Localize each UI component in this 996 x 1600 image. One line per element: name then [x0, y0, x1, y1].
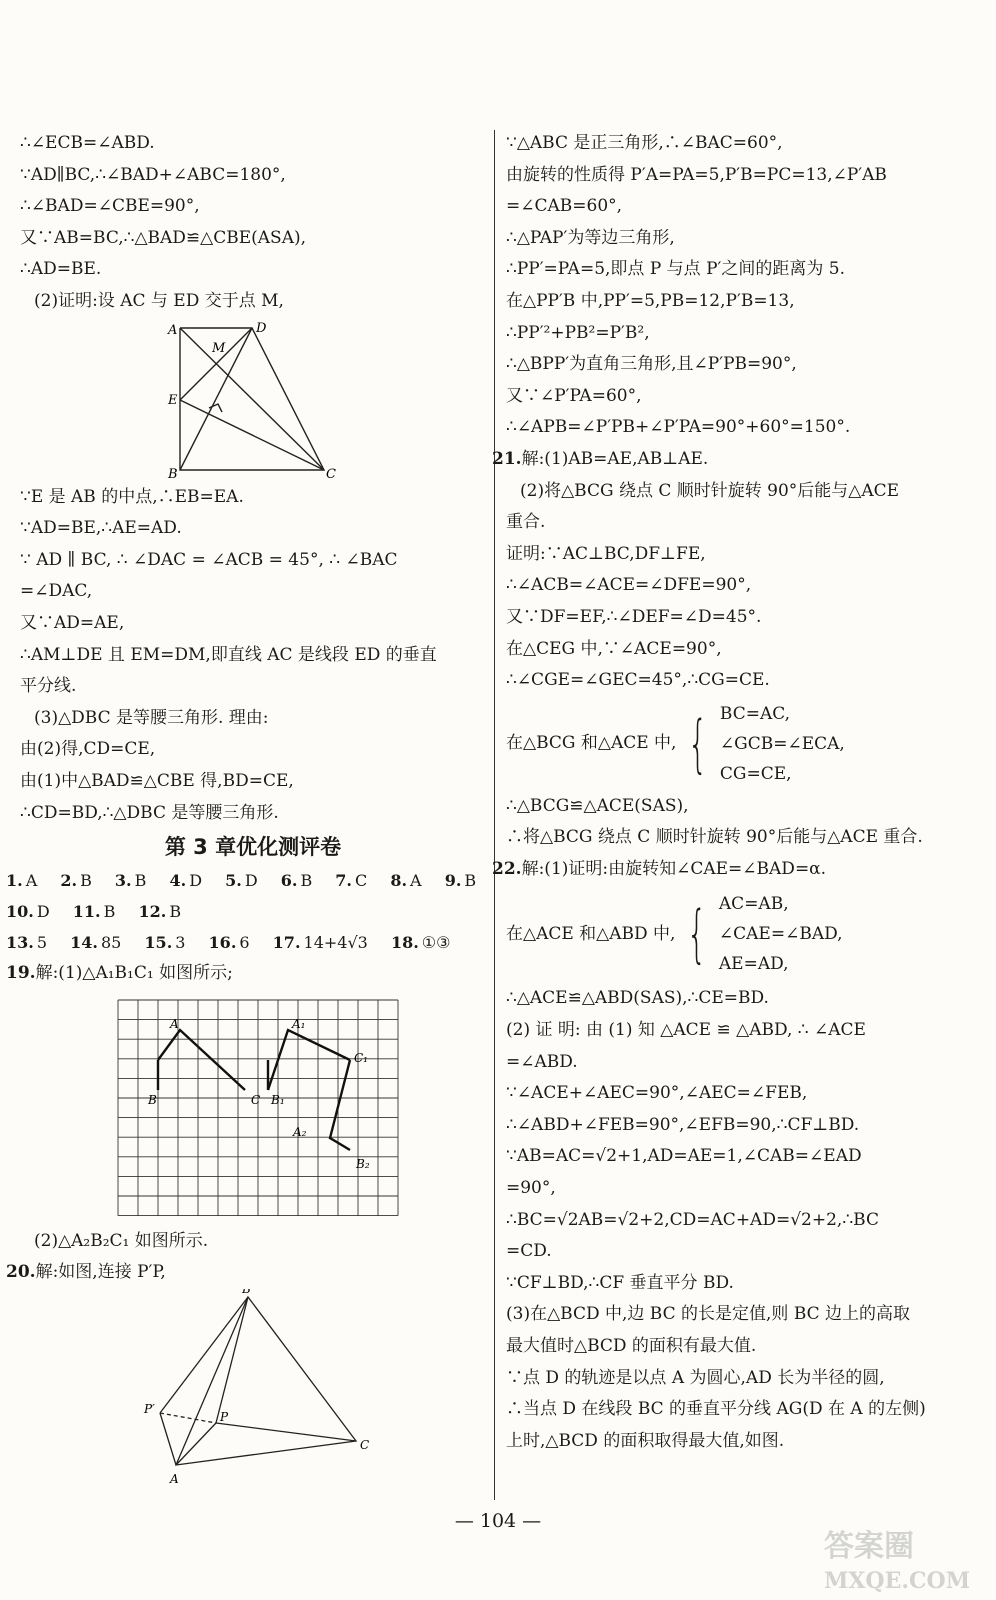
q19-line — [6, 958, 486, 990]
q22-text: 解:(1)证明:由旋转知∠CAE=∠BAD=α. — [521, 858, 827, 879]
text-line: 又∵AD=AE, — [20, 612, 125, 633]
text-line: 又∵AB=BC,∴△BAD≌△CBE(ASA), — [20, 227, 307, 248]
text-line: 由(2)得,CD=CE, — [20, 739, 156, 760]
grid-label-c: C — [251, 1092, 261, 1107]
text-line: ∴∠APB=∠P′PB+∠P′PA=90°+60°=150°. — [506, 417, 851, 438]
q20-line — [6, 1257, 486, 1289]
label-b: B — [168, 466, 178, 478]
text-line: =∠CAB=60°, — [506, 196, 623, 217]
answer-row-2: 10. D 11. B 12. B — [6, 902, 182, 922]
text-line: ∴PP′=PA=5,即点 P 与点 P′之间的距离为 5. — [506, 259, 845, 280]
text-line: 证明:∵AC⊥BC,DF⊥FE, — [506, 543, 706, 564]
q22-number: 22. — [492, 858, 522, 879]
text-line: ∴PP′²+PB²=P′B², — [506, 322, 650, 343]
brace-lead: 在△BCG 和△ACE 中, — [506, 732, 677, 753]
text-line: ∴△ACE≌△ABD(SAS),∴CE=BD. — [506, 988, 769, 1009]
text-line: (3)在△BCD 中,边 BC 的长是定值,则 BC 边上的高取 — [506, 1304, 911, 1325]
text-line: ∴△BPP′为直角三角形,且∠P′PB=90°, — [506, 354, 797, 375]
text-line: ∴CD=BD,∴△DBC 是等腰三角形. — [20, 802, 279, 823]
fig3-label-pp: P′ — [144, 1401, 155, 1416]
text-line: ∴∠ACB=∠ACE=∠DFE=90°, — [506, 575, 752, 596]
grid-label-a: A — [170, 1016, 179, 1031]
brace-line: BC=AC, — [719, 703, 791, 724]
text-line: =∠DAC, — [20, 581, 93, 602]
text-line: 在△PP′B 中,PP′=5,PB=12,P′B=13, — [506, 290, 795, 311]
text-line: ∴△PAP′为等边三角形, — [506, 227, 675, 248]
q19-text: 解:(1)△A₁B₁C₁ 如图所示; — [35, 963, 233, 984]
q21-text: 解:(1)AB=AE,AB⊥AE. — [521, 448, 709, 469]
triangle-a2b2c1 — [330, 1060, 350, 1150]
fig3-label-p: P — [220, 1409, 229, 1424]
label-d: D — [256, 320, 267, 336]
label-e: E — [168, 392, 178, 408]
label-m: M — [212, 340, 226, 356]
text-line: ∵AD=BE,∴AE=AD. — [20, 518, 182, 539]
text-line: 上时,△BCD 的面积取得最大值,如图. — [506, 1430, 785, 1451]
text-line: ∴∠CGE=∠GEC=45°,∴CG=CE. — [506, 670, 770, 691]
text-line: ∵CF⊥BD,∴CF 垂直平分 BD. — [506, 1272, 734, 1293]
left-column — [6, 128, 486, 1493]
text-line: 平分线. — [20, 676, 77, 697]
right-column — [492, 128, 986, 1457]
line-ac — [180, 328, 324, 470]
text-line: ∴将△BCG 绕点 C 顺时针旋转 90°后能与△ACE 重合. — [506, 827, 923, 848]
text-line: 又∵∠P′PA=60°, — [506, 385, 642, 406]
q19-number: 19. — [6, 963, 36, 984]
q21-number: 21. — [492, 448, 522, 469]
grid-label-b2: B₂ — [356, 1156, 370, 1171]
text-line: ∵AD∥BC,∴∠BAD+∠ABC=180°, — [20, 164, 286, 185]
q22-line — [492, 854, 986, 886]
text-line: 由(1)中△BAD≌△CBE 得,BD=CE, — [20, 770, 294, 791]
q19-part2: (2)△A₂B₂C₁ 如图所示. — [34, 1230, 209, 1251]
text-line: 重合. — [506, 512, 546, 533]
brace-line: CG=CE, — [719, 763, 792, 784]
left-block2 — [20, 482, 486, 830]
right-block2 — [506, 476, 986, 697]
figure-rectangle-proof — [20, 318, 486, 478]
brace-line: ∠GCB=∠ECA, — [719, 733, 845, 754]
text-line: ∴BC=√2AB=√2+2,CD=AC+AD=√2+2,∴BC — [506, 1209, 879, 1230]
fig3-label-b: B — [242, 1288, 251, 1296]
text-line: (2) 证 明: 由 (1) 知 △ACE ≌ △ABD, ∴ ∠ACE — [506, 1020, 866, 1041]
text-line: (2)将△BCG 绕点 C 顺时针旋转 90°后能与△ACE — [520, 480, 900, 501]
left-brace: { — [687, 897, 708, 971]
q20-text: 解:如图,连接 P′P, — [35, 1262, 166, 1283]
page-number: — 104 — — [454, 1510, 542, 1532]
right-block3 — [506, 791, 986, 854]
text-line: (3)△DBC 是等腰三角形. 理由: — [34, 707, 269, 728]
right-block4 — [506, 983, 986, 1457]
brace-lines — [719, 889, 843, 979]
text-line: ∵E 是 AB 的中点,∴EB=EA. — [20, 486, 244, 507]
text-line: =90°, — [506, 1178, 556, 1199]
fig3-label-a: A — [170, 1471, 179, 1486]
brace-system-2 — [506, 885, 986, 983]
label-c: C — [326, 466, 336, 478]
grid-label-a2: A₂ — [293, 1124, 307, 1139]
right-block1 — [506, 128, 986, 444]
answer-row-3: 13. 5 14. 85 15. 3 16. 6 17. 14+4√3 18. ①③ — [6, 933, 451, 953]
brace-line: AC=AB, — [718, 894, 789, 915]
text-line: ∴∠BAD=∠CBE=90°, — [20, 196, 200, 217]
section-title: 第 3 章优化测评卷 — [164, 835, 342, 860]
triangle-abc — [176, 1297, 356, 1465]
text-line: ∵AB=AC=√2+1,AD=AE=1,∠CAB=∠EAD — [506, 1146, 862, 1167]
figure-grid — [20, 990, 486, 1222]
text-line: ∵∠ACE+∠AEC=90°,∠AEC=∠FEB, — [506, 1083, 808, 1104]
text-line: 又∵DF=EF,∴∠DEF=∠D=45°. — [506, 606, 762, 627]
watermark-top: 答案圈 — [824, 1529, 914, 1564]
text-line: =CD. — [506, 1241, 552, 1262]
text-line: ∴△BCG≌△ACE(SAS), — [506, 795, 689, 816]
text-line: ∴∠ABD+∠FEB=90°,∠EFB=90,∴CF⊥BD. — [506, 1114, 860, 1135]
line-ec — [180, 400, 324, 470]
text-line: ∴∠ECB=∠ABD. — [20, 133, 155, 153]
label-a: A — [168, 322, 178, 338]
answer-row-1: 1. A 2. B 3. B 4. D 5. D 6. B 7. C 8. A 9. B — [6, 871, 477, 891]
brace-lead: 在△ACE 和△ABD 中, — [506, 923, 676, 944]
text-line: 由旋转的性质得 P′A=PA=5,P′B=PC=13,∠P′AB — [506, 164, 887, 185]
column-divider — [494, 130, 495, 1500]
text-line: ∵△ABC 是正三角形,∴∠BAC=60°, — [506, 133, 783, 153]
figure-equilateral-triangle — [20, 1289, 486, 1489]
q20-number: 20. — [6, 1262, 36, 1283]
text-line: (2)证明:设 AC 与 ED 交于点 M, — [34, 290, 284, 311]
text-line: 最大值时△BCD 的面积有最大值. — [506, 1336, 757, 1356]
text-line: ∵ AD ∥ BC, ∴ ∠DAC = ∠ACB = 45°, ∴ ∠BAC — [20, 549, 398, 570]
brace-line: AE=AD, — [718, 954, 789, 975]
left-block1 — [20, 128, 486, 318]
watermark-bottom: MXQE.COM — [824, 1568, 971, 1594]
left-brace: { — [688, 706, 709, 780]
text-line: ∴AD=BE. — [20, 259, 102, 280]
text-line: ∵点 D 的轨迹是以点 A 为圆心,AD 长为半径的圆, — [506, 1367, 885, 1388]
grid-label-b1: B₁ — [271, 1092, 285, 1107]
brace-line: ∠CAE=∠BAD, — [718, 924, 843, 945]
text-line: =∠ABD. — [506, 1051, 578, 1072]
grid-label-a1: A₁ — [292, 1016, 306, 1031]
fig3-label-c: C — [360, 1437, 370, 1452]
dashed-pp — [160, 1413, 216, 1423]
text-line: ∴AM⊥DE 且 EM=DM,即直线 AC 是线段 ED 的垂直 — [20, 644, 437, 665]
text-line: 在△CEG 中,∵∠ACE=90°, — [506, 638, 722, 659]
grid-label-b: B — [148, 1092, 157, 1107]
grid-label-c1: C₁ — [354, 1050, 368, 1065]
brace-system-1 — [506, 697, 986, 791]
text-line: ∴当点 D 在线段 BC 的垂直平分线 AG(D 在 A 的左侧) — [506, 1399, 926, 1420]
q21-line — [492, 444, 986, 476]
watermark-logo — [818, 1522, 978, 1594]
brace-lines — [720, 699, 845, 789]
